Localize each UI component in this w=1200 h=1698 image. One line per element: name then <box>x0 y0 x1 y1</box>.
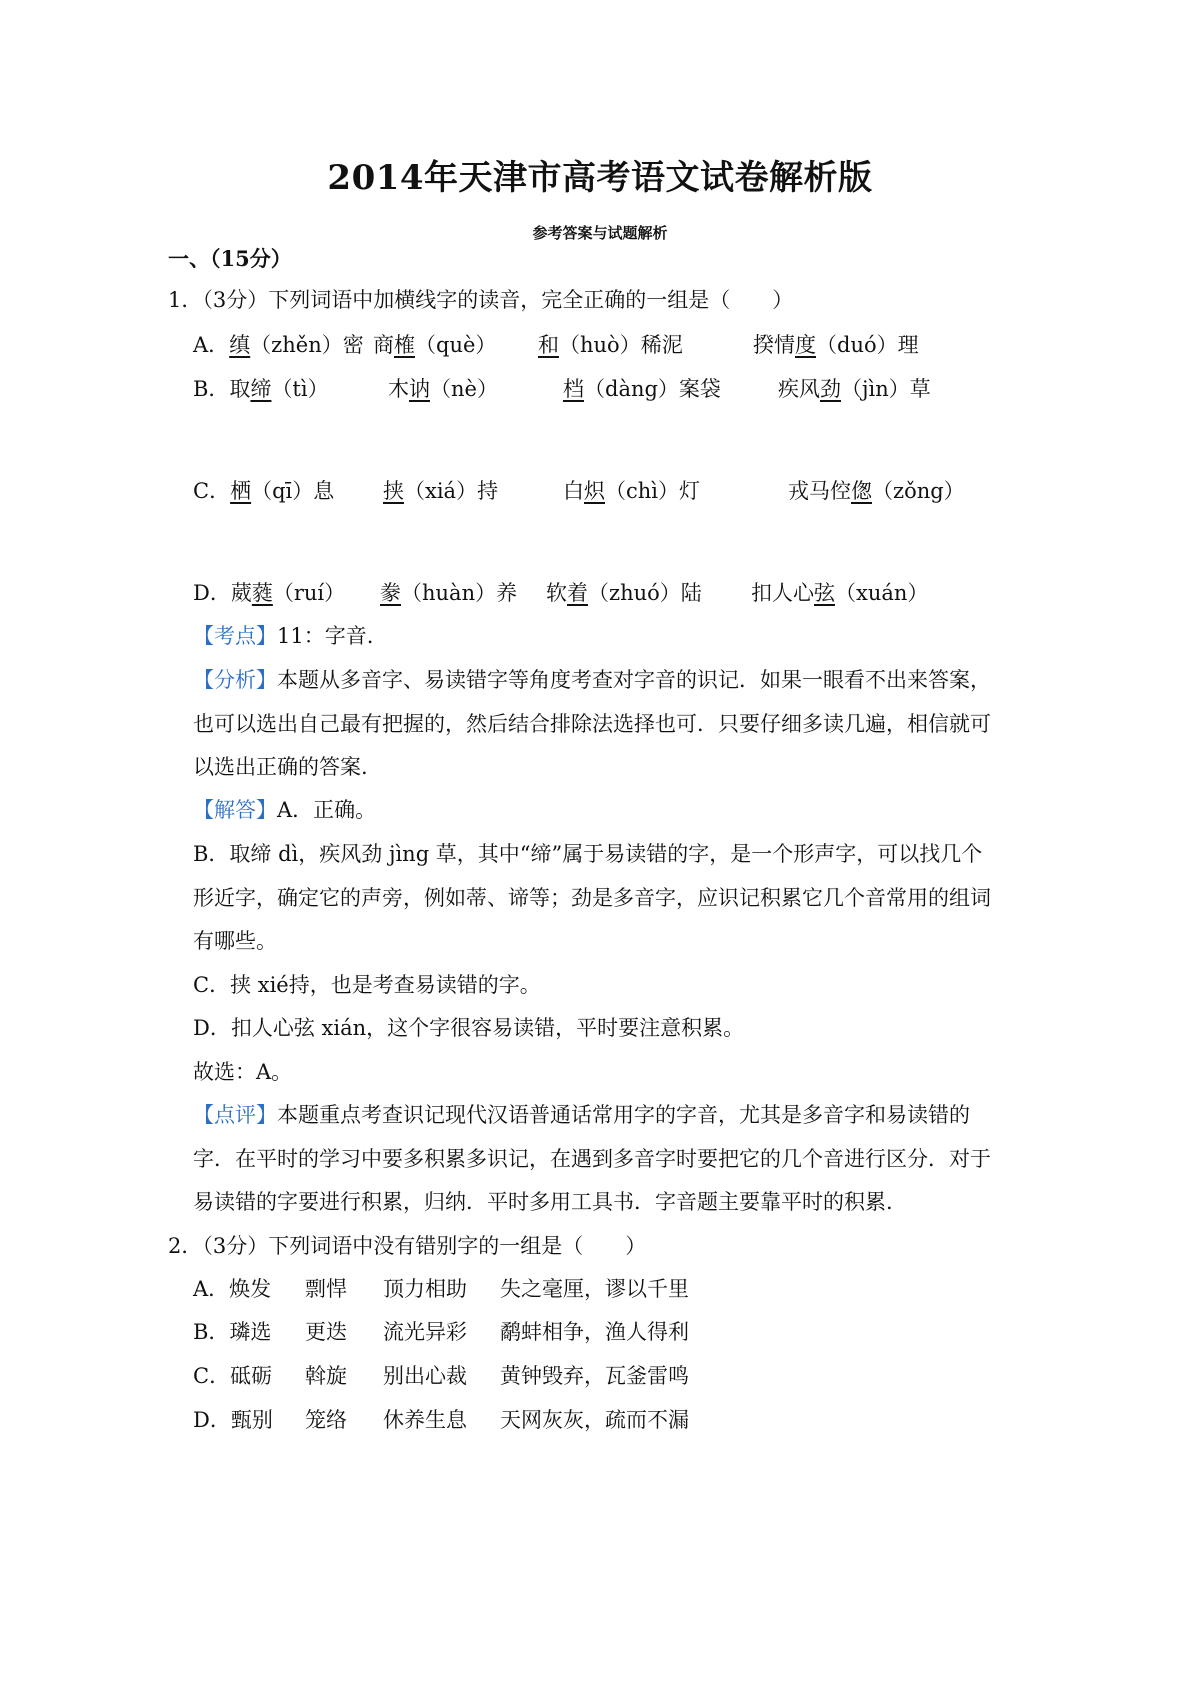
q1-dianping-line-3: 易读错的字要进行积累，归纳．平时多用工具书．字音题主要靠平时的积累. <box>193 1190 893 1214</box>
q2-option-c-word-3: 别出心裁 <box>383 1364 467 1388</box>
document-subtitle: 参考答案与试题解析 <box>532 224 668 242</box>
q1-option-d-item-3: 软着（zhuó）陆 <box>546 581 702 605</box>
fenxi-tag: 【分析】 <box>193 668 277 692</box>
q1-jieda-b-line-1: B．取缔 dì，疾风劲 jìng 草，其中“缔”属于易读错的字，是一个形声字，可以找几个 <box>193 842 983 866</box>
jieda-tag: 【解答】 <box>193 798 277 822</box>
q1-jieda-d: D．扣人心弦 xián，这个字很容易读错，平时要注意积累。 <box>193 1016 745 1040</box>
q1-option-a-item-2: 商榷（què） <box>373 333 497 357</box>
section-heading: 一、（15分） <box>168 246 292 271</box>
q1-option-a-item-3: 和（huò）稀泥 <box>538 333 683 357</box>
q1-fenxi-line-3: 以选出正确的答案. <box>193 755 368 779</box>
q1-option-d-item-4: 扣人心弦（xuán） <box>751 581 929 605</box>
q1-option-c-item-1: C．栖（qī）息 <box>193 479 335 503</box>
dianping-tag: 【点评】 <box>193 1103 277 1127</box>
q1-jieda-b-line-2: 形近字，确定它的声旁，例如蒂、谛等；劲是多音字，应识记积累它几个音常用的组词 <box>193 886 991 910</box>
q2-option-b-word-4: 鹬蚌相争，渔人得利 <box>500 1320 689 1344</box>
q2-option-a-word-2: 剽悍 <box>305 1277 347 1301</box>
q1-option-a-item-1: A．缜（zhěn）密 <box>193 333 364 357</box>
q2-option-a-word-1: A．焕发 <box>193 1277 272 1301</box>
q2-option-b-word-1: B．璘选 <box>193 1320 272 1344</box>
q1-stem: 1．（3分）下列词语中加横线字的读音，完全正确的一组是（ ） <box>168 288 794 312</box>
q1-dianping-line-1: 【点评】本题重点考查识记现代汉语普通话常用字的字音，尤其是多音字和易读错的 <box>193 1103 970 1127</box>
q1-option-c-item-4: 戎马倥偬（zǒng） <box>788 479 965 503</box>
q2-option-d-word-3: 休养生息 <box>383 1408 467 1432</box>
q2-option-a-word-3: 顶力相助 <box>383 1277 467 1301</box>
q2-option-d-word-4: 天网灰灰，疏而不漏 <box>500 1408 689 1432</box>
q1-fenxi-line-2: 也可以选出自己最有把握的，然后结合排除法选择也可．只要仔细多读几遍，相信就可 <box>193 712 991 736</box>
q2-option-b-word-3: 流光异彩 <box>383 1320 467 1344</box>
q2-option-c-word-1: C．砥砺 <box>193 1364 273 1388</box>
q1-jieda-c: C．挟 xié持，也是考查易读错的字。 <box>193 973 541 997</box>
kaodian-tag: 【考点】 <box>193 624 277 648</box>
q2-stem: 2．（3分）下列词语中没有错别字的一组是（ ） <box>168 1234 647 1258</box>
q1-option-d-item-1: D．葳蕤（ruí） <box>193 581 346 605</box>
q1-jieda-b-line-3: 有哪些。 <box>193 929 277 953</box>
q1-option-b-item-1: B．取缔（tì） <box>193 377 329 401</box>
q2-option-c-word-4: 黄钟毁弃，瓦釜雷鸣 <box>500 1364 689 1388</box>
q1-option-a-item-4: 揆情度（duó）理 <box>753 333 919 357</box>
q2-option-a-word-4: 失之毫厘，谬以千里 <box>500 1277 689 1301</box>
q1-dianping-line-2: 字．在平时的学习中要多积累多识记，在遇到多音字时要把它的几个音进行区分．对于 <box>193 1147 991 1171</box>
q1-option-b-item-2: 木讷（nè） <box>388 377 498 401</box>
q1-jieda-a: 【解答】A．正确。 <box>193 798 377 822</box>
q1-kaodian: 【考点】11：字音. <box>193 624 374 648</box>
q1-option-b-item-4: 疾风劲（jìn）草 <box>778 377 931 401</box>
q2-option-d-word-2: 笼络 <box>305 1408 347 1432</box>
q1-option-d-item-2: 豢（huàn）养 <box>380 581 518 605</box>
q1-option-b-item-3: 档（dàng）案袋 <box>563 377 721 401</box>
q2-option-c-word-2: 斡旋 <box>305 1364 347 1388</box>
q1-option-c-item-2: 挟（xiá）持 <box>383 479 499 503</box>
q1-answer: 故选：A。 <box>193 1060 293 1084</box>
document-title: 2014年天津市高考语文试卷解析版 <box>327 158 873 198</box>
q1-fenxi-line-1: 【分析】本题从多音字、易读错字等角度考查对字音的识记．如果一眼看不出来答案， <box>193 668 991 692</box>
q2-option-d-word-1: D．甄别 <box>193 1408 273 1432</box>
q1-option-c-item-3: 白炽（chì）灯 <box>563 479 701 503</box>
q2-option-b-word-2: 更迭 <box>305 1320 347 1344</box>
